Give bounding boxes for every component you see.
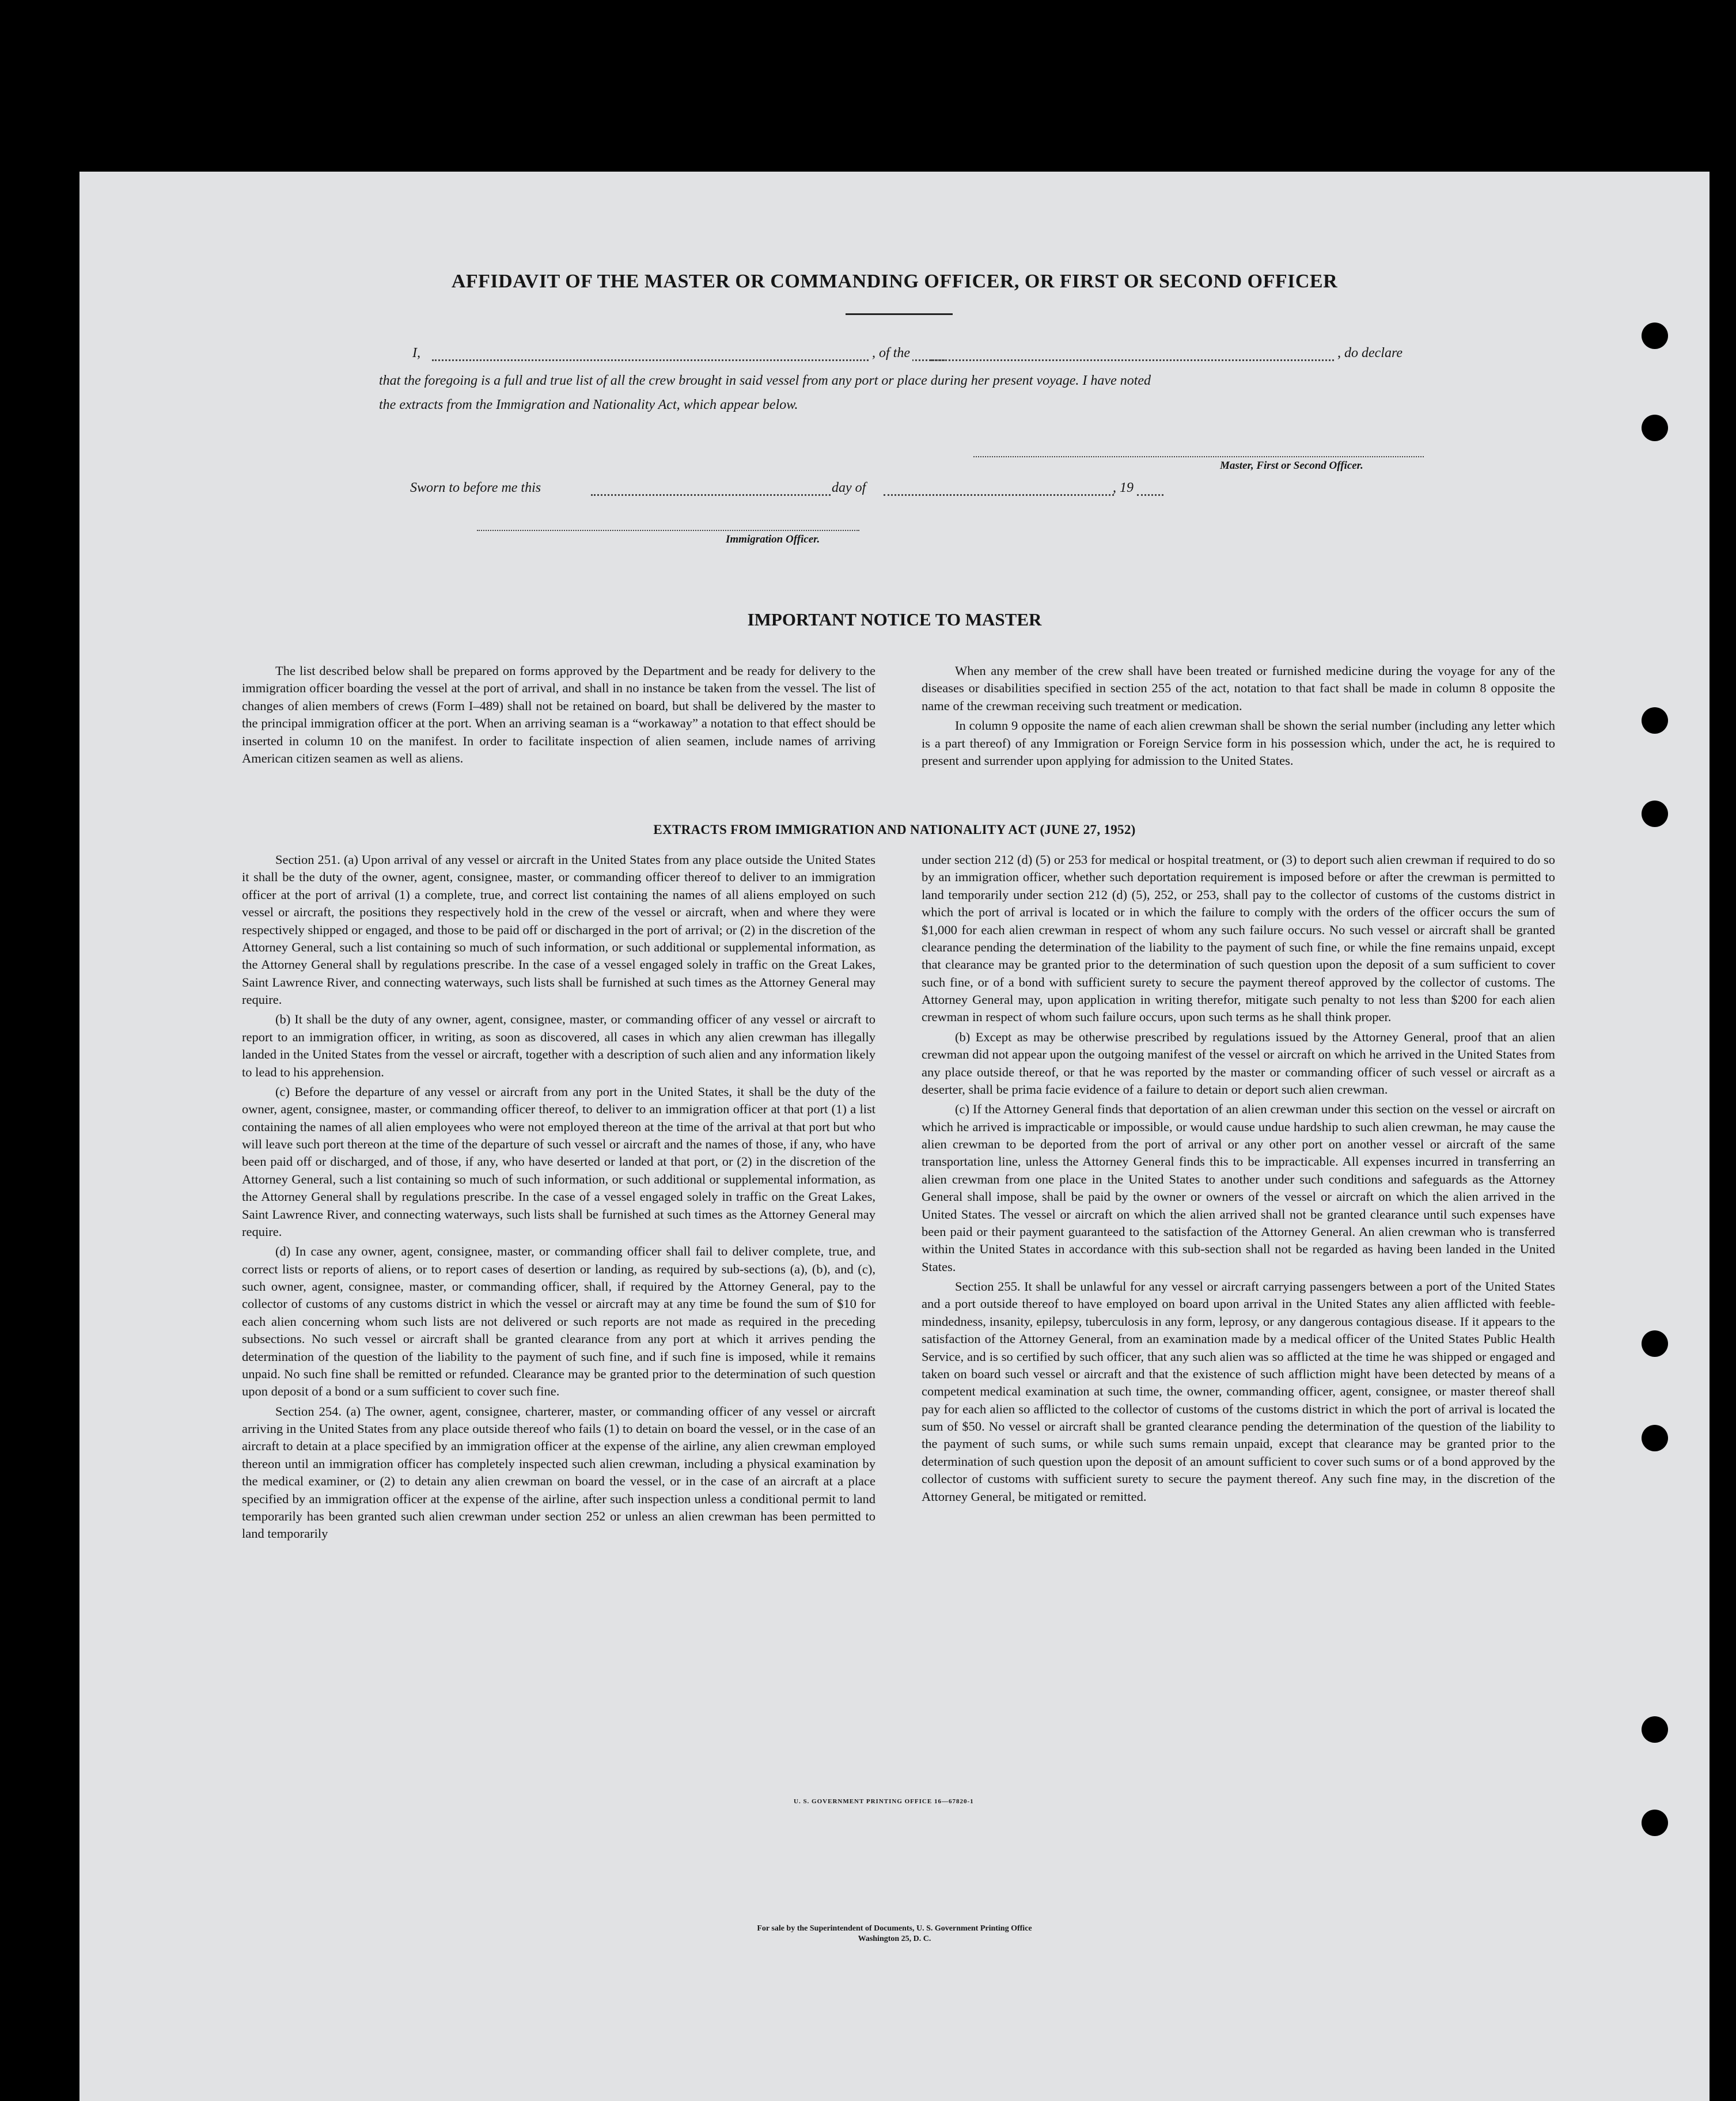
binder-hole: [1642, 1716, 1668, 1743]
extract-paragraph: Section 251. (a) Upon arrival of any vessel or aircraft in the United States from any place outside the United States it shall be the duty of the owner, agent, consignee, master, or commanding officer thereof to deliver to an immigration officer at the port of arrival (1) a complete, true, and correct list containing the names of all aliens employed on such vessel or aircraft, the positions they respectively hold in the crew of the vessel or aircraft, when and where they were respectively shipped or engaged, and those to be paid off or discharged in the port of arrival; or (2) in the discretion of the Attorney General, such a list containing so much of such information, or such additional or supplemental information, as the Attorney General shall by regulations prescribe. In the case of a vessel engaged solely in traffic on the Great Lakes, Saint Lawrence River, and connecting waterways, such lists shall be furnished at such times as the Attorney General may require.: [242, 852, 875, 1007]
sworn-day-field[interactable]: [591, 493, 831, 496]
vessel-field[interactable]: [931, 358, 1345, 361]
sale-notice: [79, 1924, 1710, 1944]
extracts-right-column: [922, 851, 1555, 1508]
binder-hole: [1642, 707, 1668, 734]
affidavit-title: AFFIDAVIT OF THE MASTER OR COMMANDING OFFICER, OR FIRST OR SECOND OFFICER: [451, 271, 1338, 292]
binder-hole: [1642, 1425, 1668, 1451]
extract-paragraph: under section 212 (d) (5) or 253 for medical or hospital treatment, or (3) to deport such alien crewman if required to do so by an immigration officer, whether such deportation requirement is imposed before or after the crewman is permitted to land temporarily under section 212 (d) (5), 252, or 253, shall pay to the collector of customs of the customs district in which the port of arrival is located or in which the failure to comply with the orders of the officer occurs the sum of $1,000 for each alien crewman in respect of whom any such failure occurs. No such vessel or aircraft shall be granted clearance pending the determination of the liability to the payment of such fine, or while the fine remains unpaid, except that clearance may be granted prior to the determination of such question upon the deposit of a sum sufficient to cover such fine, or of a bond with sufficient surety to secure the payment thereof approved by the collector of customs. The Attorney General may, upon application in writing therefor, mitigate such penalty to not less than $200 for each alien crewman in respect of whom such failure occurs, upon such terms as he shall think proper.: [922, 852, 1555, 1025]
notice-right-column: [922, 662, 1555, 772]
extract-paragraph: (b) It shall be the duty of any owner, agent, consignee, master, or commanding officer of any vessel or aircraft to report to an immigration officer, in writing, as soon as discovered, all cases in which any alien crewman has illegally landed in the United States from the vessel or aircraft, together with a description of such alien and any information likely to lead to his apprehension.: [242, 1012, 875, 1079]
extracts-left-column: [242, 851, 875, 1545]
extract-paragraph: Section 255. It shall be unlawful for any vessel or aircraft carrying passengers between a port of the United States and a port outside thereof to have employed on board upon arrival in the United States any alien afflicted with feeble-mindedness, insanity, epilepsy, tuberculosis in any form, leprosy, or any dangerous contagious disease. If it appears to the satisfaction of the Attorney General, from an examination made by a medical officer of the United States Public Health Service, and is so certified by such officer, that any such alien was so afflicted at the time he was shipped or engaged and taken on board such vessel or aircraft and that the existence of such affliction might have been detected by means of a competent medical examination at such time, the owner, commanding officer, agent, consignee, or master thereof shall pay for each alien so afflicted to the collector of customs of the customs district in which the port of arrival is located the sum of $50. No vessel or aircraft shall be granted clearance pending the determination of the question of the liability to the payment of such sums, or while such sums remain unpaid, except that clearance may be granted prior to the determination of such question upon the deposit of an amount sufficient to cover such sums or of a bond approved by the collector of customs with sufficient surety to secure the payment thereof. Any such fine may, in the discretion of the Attorney General, be mitigated or remitted.: [922, 1279, 1555, 1504]
officer-caption: Immigration Officer.: [726, 533, 820, 545]
extract-paragraph: (b) Except as may be otherwise prescribed by regulations issued by the Attorney General, proof that an alien crewman did not appear upon the outgoing manifest of the vessel or aircraft on which he arrived in the United States from any place outside thereof, or that he was reported by the master or commanding officer of such vessel or aircraft as a deserter, shall be prima facie evidence of a failure to detain or deport such alien crewman.: [922, 1029, 1555, 1097]
gpo-imprint: U. S. GOVERNMENT PRINTING OFFICE 16—67820-1: [794, 1798, 974, 1805]
notice-left-column: [242, 662, 875, 769]
affidavit-text-line2: that the foregoing is a full and true list of all the crew brought in said vessel from any port or place during her present voyage. I have noted: [379, 373, 1151, 388]
master-caption: Master, First or Second Officer.: [1220, 460, 1363, 472]
sale-line-1: For sale by the Superintendent of Documents, U. S. Government Printing Office: [757, 1924, 1032, 1933]
sworn-label: Sworn to before me this: [410, 480, 541, 495]
sworn-year-field[interactable]: [1137, 493, 1163, 496]
notice-paragraph: In column 9 opposite the name of each alien crewman shall be shown the serial number (including any letter which is a part thereof) of any Immigration or Foreign Service form in his possession which, under the act, he is required to present and surrender upon applying for admission to the United States.: [922, 718, 1555, 768]
day-of-label: day of: [832, 480, 866, 495]
extract-paragraph: (d) In case any owner, agent, consignee, master, or commanding officer shall fail to deliver complete, true, and correct lists or reports of aliens, or to report cases of desertion or landing, as required by sub-sections (a), (b), and (c), such owner, agent, consignee, master, or commanding officer, shall, if required by the Attorney General, pay to the collector of customs of any customs district in which the vessel or aircraft may at any time be found the sum of $10 for each alien concerning whom such lists are not delivered or such reports are not made as required in the preceding subsections. No such vessel or aircraft shall be granted clearance from any port at which it arrives pending the determination of the question of the liability to the payment of such fine, and if such fine is imposed, while it remains unpaid. No such fine shall be remitted or refunded. Clearance may be granted prior to the determination of such question upon deposit of a bond or a sum sufficient to cover such fine.: [242, 1244, 875, 1399]
extract-paragraph: (c) If the Attorney General finds that deportation of an alien crewman under this section on the vessel or aircraft on which he arrived is impracticable or impossible, or would cause undue hardship to such alien crewman, he may cause the alien crewman to be deported from the port of arrival or any other port on another vessel or aircraft of the same transportation line, unless the Attorney General finds this to be impracticable. All expenses incurred in transferring an alien crewman from one place in the United States to another under such conditions and safeguards as the Attorney General shall impose, shall be paid by the owner or owners of the vessel or aircraft on which the alien arrived in the United States. The vessel or aircraft on which the alien arrived shall not be granted clearance until such expenses have been paid or their payment guaranteed to the satisfaction of the Attorney General. An alien crewman who is transferred within the United States in accordance with this sub-section shall not be regarded as having been landed in the United States.: [922, 1102, 1555, 1274]
extract-paragraph: (c) Before the departure of any vessel or aircraft from any port in the United States, it shall be the duty of the owner, agent, consignee, master, or commanding officer thereof, to deliver to an immigration officer at that port (1) a list containing the names of all alien employees who were not employed thereon at the time of the arrival at that port but who will leave such port thereon at the time of the departure of such vessel or aircraft and the names of those, if any, who have been paid off or discharged, and of those, if any, who have deserted or landed at that port, or (2) in the discretion of the Attorney General, such a list containing so much of such information, or such additional or supplemental information, as the Attorney General shall by regulations prescribe. In the case of a vessel engaged solely in traffic on the Great Lakes, Saint Lawrence River, and connecting waterways, such lists shall be furnished at such times as the Attorney General may require.: [242, 1084, 875, 1239]
extracts-title: EXTRACTS FROM IMMIGRATION AND NATIONALITY ACT (JUNE 27, 1952): [653, 822, 1136, 837]
officer-signature-field[interactable]: [477, 530, 859, 531]
sale-line-2: Washington 25, D. C.: [858, 1935, 931, 1944]
notice-paragraph: The list described below shall be prepared on forms approved by the Department and be ready for delivery to the immigration officer boarding the vessel at the port of arrival, and shall in no instance be taken from the vessel. The list of changes of alien members of crews (Form I–489) shall not be retained on board, but shall be delivered by the master to the principal immigration officer at the port. When an arriving seaman is a “workaway” a notation to that effect should be inserted in column 10 on the manifest. In order to facilitate inspection of alien seamen, include names of arriving American citizen seamen as well as aliens.: [242, 663, 875, 765]
form-sheet: [79, 172, 1710, 2101]
affidavit-text-line3: the extracts from the Immigration and Nationality Act, which appear below.: [379, 397, 798, 412]
year-label: , 19: [1113, 480, 1134, 495]
name-field[interactable]: [432, 358, 945, 361]
binder-hole: [1642, 415, 1668, 441]
notice-title: IMPORTANT NOTICE TO MASTER: [747, 609, 1042, 629]
affidavit-i-label: I,: [412, 346, 420, 361]
sworn-month-field[interactable]: [884, 493, 1114, 496]
notice-paragraph: When any member of the crew shall have been treated or furnished medicine during the voyage for any of the diseases or disabilities specified in section 255 of the act, notation to that fact shall be made in column 8 opposite the name of the crewman receiving such treatment or medication.: [922, 663, 1555, 713]
binder-hole: [1642, 1810, 1668, 1836]
binder-hole: [1642, 323, 1668, 349]
master-signature-field[interactable]: [973, 456, 1424, 457]
title-rule: [846, 313, 953, 315]
binder-hole: [1642, 1330, 1668, 1357]
affidavit-declare-label: , do declare: [1335, 346, 1405, 361]
extract-paragraph: Section 254. (a) The owner, agent, consignee, charterer, master, or commanding officer of any vessel or aircraft arriving in the United States from any place outside thereof who fails (1) to detain on board the vessel, or in the case of an aircraft to detain at a place specified by an immigration officer at the expense of the airline, any alien crewman employed thereon until an immigration officer has completely inspected such alien crewman, including a physical examination by the medical examiner, or (2) to detain any alien crewman on board the vessel, or in the case of an aircraft at a place specified by an immigration officer at the expense of the airline, after such inspection unless a conditional permit to land temporarily has been granted such alien crewman under section 252 or unless an alien crewman has been permitted to land temporarily: [242, 1404, 875, 1541]
affidavit-of-the-label: , of the: [870, 346, 912, 361]
